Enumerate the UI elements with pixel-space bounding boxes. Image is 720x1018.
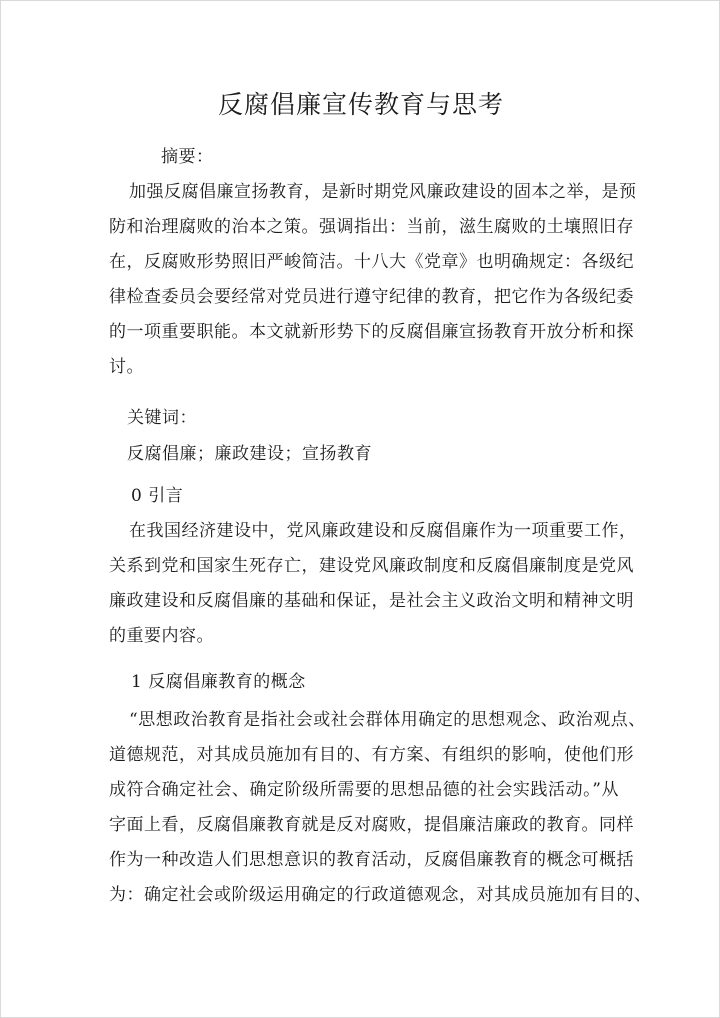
section-heading: 0 引言 xyxy=(131,486,184,506)
section1-line: 字面上看，反腐倡廉教育就是反对腐败，提倡廉洁廉政的教育。同样 xyxy=(109,815,634,835)
document-title: 反腐倡廉宣传教育与思考 xyxy=(217,90,504,119)
abstract-line: 加强反腐倡廉宣扬教育，是新时期党风廉政建设的固本之举，是预 xyxy=(129,182,637,202)
abstract-line: 的一项重要职能。本文就新形势下的反腐倡廉宣扬教育开放分析和探 xyxy=(109,322,634,342)
section1-line: 道德规范，对其成员施加有目的、有方案、有组织的影响，使他们形 xyxy=(109,745,634,765)
section0-line: 的重要内容。 xyxy=(109,626,214,646)
section0-line: 廉政建设和反腐倡廉的基础和保证，是社会主义政治文明和精神文明 xyxy=(109,591,634,611)
abstract-line: 讨。 xyxy=(109,357,144,377)
keywords-text: 反腐倡廉；廉政建设；宣扬教育 xyxy=(127,444,372,464)
section1-line: 为：确定社会或阶级运用确定的行政道德观念，对其成员施加有目的、 xyxy=(109,885,652,905)
abstract-label: 摘要： xyxy=(161,147,214,167)
section0-line: 在我国经济建设中，党风廉政建设和反腐倡廉作为一项重要工作， xyxy=(129,521,637,541)
keywords-label: 关键词： xyxy=(127,408,197,428)
section0-line: 关系到党和国家生死存亡，建设党风廉政制度和反腐倡廉制度是党风 xyxy=(109,556,634,576)
section-heading: 1 反腐倡廉教育的概念 xyxy=(131,672,306,692)
abstract-line: 防和治理腐败的治本之策。强调指出：当前，滋生腐败的土壤照旧存 xyxy=(109,217,634,237)
section1-line: 成符合确定社会、确定阶级所需要的思想品德的社会实践活动。”从 xyxy=(109,780,619,800)
abstract-line: 律检查委员会要经常对党员进行遵守纪律的教育，把它作为各级纪委 xyxy=(109,287,634,307)
section1-line: “思想政治教育是指社会或社会群体用确定的思想观念、政治观点、 xyxy=(129,710,646,730)
section1-line: 作为一种改造人们思想意识的教育活动，反腐倡廉教育的概念可概括 xyxy=(109,850,634,870)
abstract-line: 在，反腐败形势照旧严峻简洁。十八大《党章》也明确规定：各级纪 xyxy=(109,252,634,272)
